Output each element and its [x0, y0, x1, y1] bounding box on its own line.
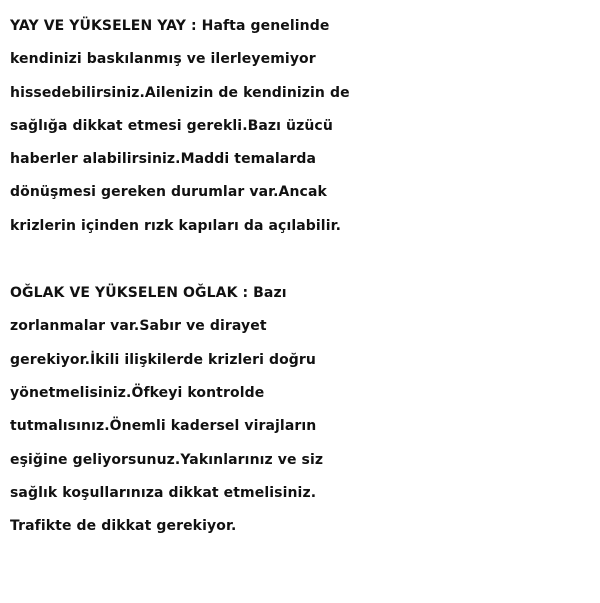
text-line: hissedebilirsiniz.Ailenizin de kendinizin de [10, 84, 350, 101]
text-line: eşiğine geliyorsunuz.Yakınlarınız ve siz [10, 451, 324, 468]
text-line: sağlık koşullarınıza dikkat etmelisiniz. [10, 484, 317, 501]
text-line: kendinizi baskılanmış ve ilerleyemiyor [10, 51, 316, 68]
horoscope-document [10, 10, 595, 543]
text-line: YAY VE YÜKSELEN YAY : Hafta genelinde [10, 18, 330, 34]
text-line: dönüşmesi gereken durumlar var.Ancak [10, 184, 327, 201]
text-line: OĞLAK VE YÜKSELEN OĞLAK : Bazı [10, 285, 287, 302]
text-line: yönetmelisiniz.Öfkeyi kontrolde [10, 384, 265, 401]
section-spacer [10, 243, 595, 277]
text-line: krizlerin içinden rızk kapıları da açılabilir. [10, 217, 342, 234]
text-line: gerekiyor.İkili ilişkilerde krizleri doğru [10, 351, 316, 368]
text-line: haberler alabilirsiniz.Maddi temalarda [10, 151, 317, 168]
text-line: tutmalısınız.Önemli kadersel virajların [10, 418, 317, 435]
text-line: sağlığa dikkat etmesi gerekli.Bazı üzücü [10, 117, 333, 134]
text-line: Trafikte de dikkat gerekiyor. [10, 518, 237, 535]
section-yay [10, 10, 595, 243]
text-line: zorlanmalar var.Sabır ve dirayet [10, 318, 267, 335]
section-oglak [10, 277, 595, 543]
